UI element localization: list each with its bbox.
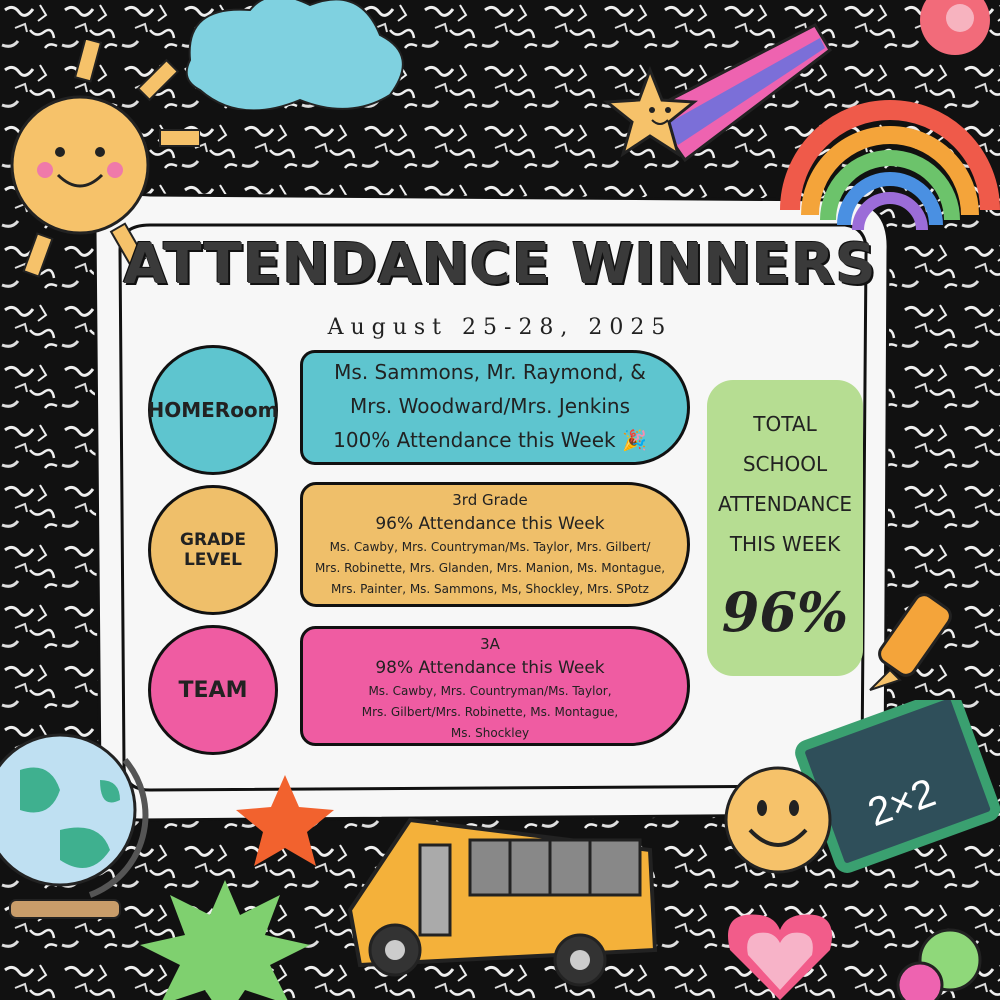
school-bus-icon — [330, 800, 670, 990]
grade-level-label: GRADE LEVEL — [180, 530, 246, 570]
grade-teachers-line-3: Mrs. Painter, Ms. Sammons, Ms, Shockley, Mrs. SPotz — [331, 582, 649, 596]
total-attendance-card — [707, 380, 863, 676]
team-name: 3A — [480, 635, 500, 653]
homeroom-line-2: Mrs. Woodward/Mrs. Jenkins — [349, 394, 631, 418]
team-badge — [148, 625, 278, 755]
team-banner — [300, 626, 690, 746]
chalkboard-icon — [720, 700, 1000, 890]
flower-icon — [900, 0, 1000, 80]
smiley-face-icon — [726, 768, 830, 872]
homeroom-line-1: Ms. Sammons, Mr. Raymond, & — [334, 360, 646, 384]
team-teachers-line-1: Ms. Cawby, Mrs. Countryman/Ms. Taylor, — [368, 684, 612, 698]
grade-level-banner — [300, 482, 690, 607]
homeroom-label: HOMERoom — [147, 398, 279, 422]
homeroom-banner — [300, 350, 690, 465]
cloud-icon — [180, 0, 420, 110]
orange-star-icon — [230, 770, 340, 880]
total-label-4: THIS WEEK — [729, 532, 841, 556]
grade-level-badge — [148, 485, 278, 615]
grade-teachers-line-1: Ms. Cawby, Mrs. Countryman/Ms. Taylor, Mrs. Gilbert/ — [329, 540, 651, 554]
highlighter-icon — [860, 590, 970, 700]
grade-attendance: 96% Attendance this Week — [375, 514, 605, 534]
chalkboard-text: 2×2 — [862, 770, 942, 836]
grade-teachers-line-2: Mrs. Robinette, Mrs. Glanden, Mrs. Manion, Ms. Montague, — [314, 561, 666, 575]
green-burst-icon — [130, 870, 320, 1000]
total-label-2: SCHOOL — [742, 452, 828, 476]
homeroom-line-3: 100% Attendance this Week 🎉 — [333, 428, 647, 452]
globe-icon — [0, 720, 150, 930]
date-range: August 25-28, 2025 — [327, 315, 673, 340]
homeroom-badge — [148, 345, 278, 475]
heart-and-caterpillar-icon — [720, 900, 1000, 1000]
page-title: ATTENDANCE WINNERS — [123, 232, 877, 297]
total-attendance-value: 96% — [721, 580, 849, 644]
total-label-1: TOTAL — [753, 412, 817, 436]
team-label: TEAM — [178, 677, 248, 703]
grade-name: 3rd Grade — [452, 491, 528, 509]
team-teachers-line-3: Ms. Shockley — [450, 726, 530, 740]
total-label-3: ATTENDANCE — [717, 492, 853, 516]
team-teachers-line-2: Mrs. Gilbert/Mrs. Robinette, Ms. Montague, — [361, 705, 619, 719]
team-attendance: 98% Attendance this Week — [375, 658, 605, 678]
